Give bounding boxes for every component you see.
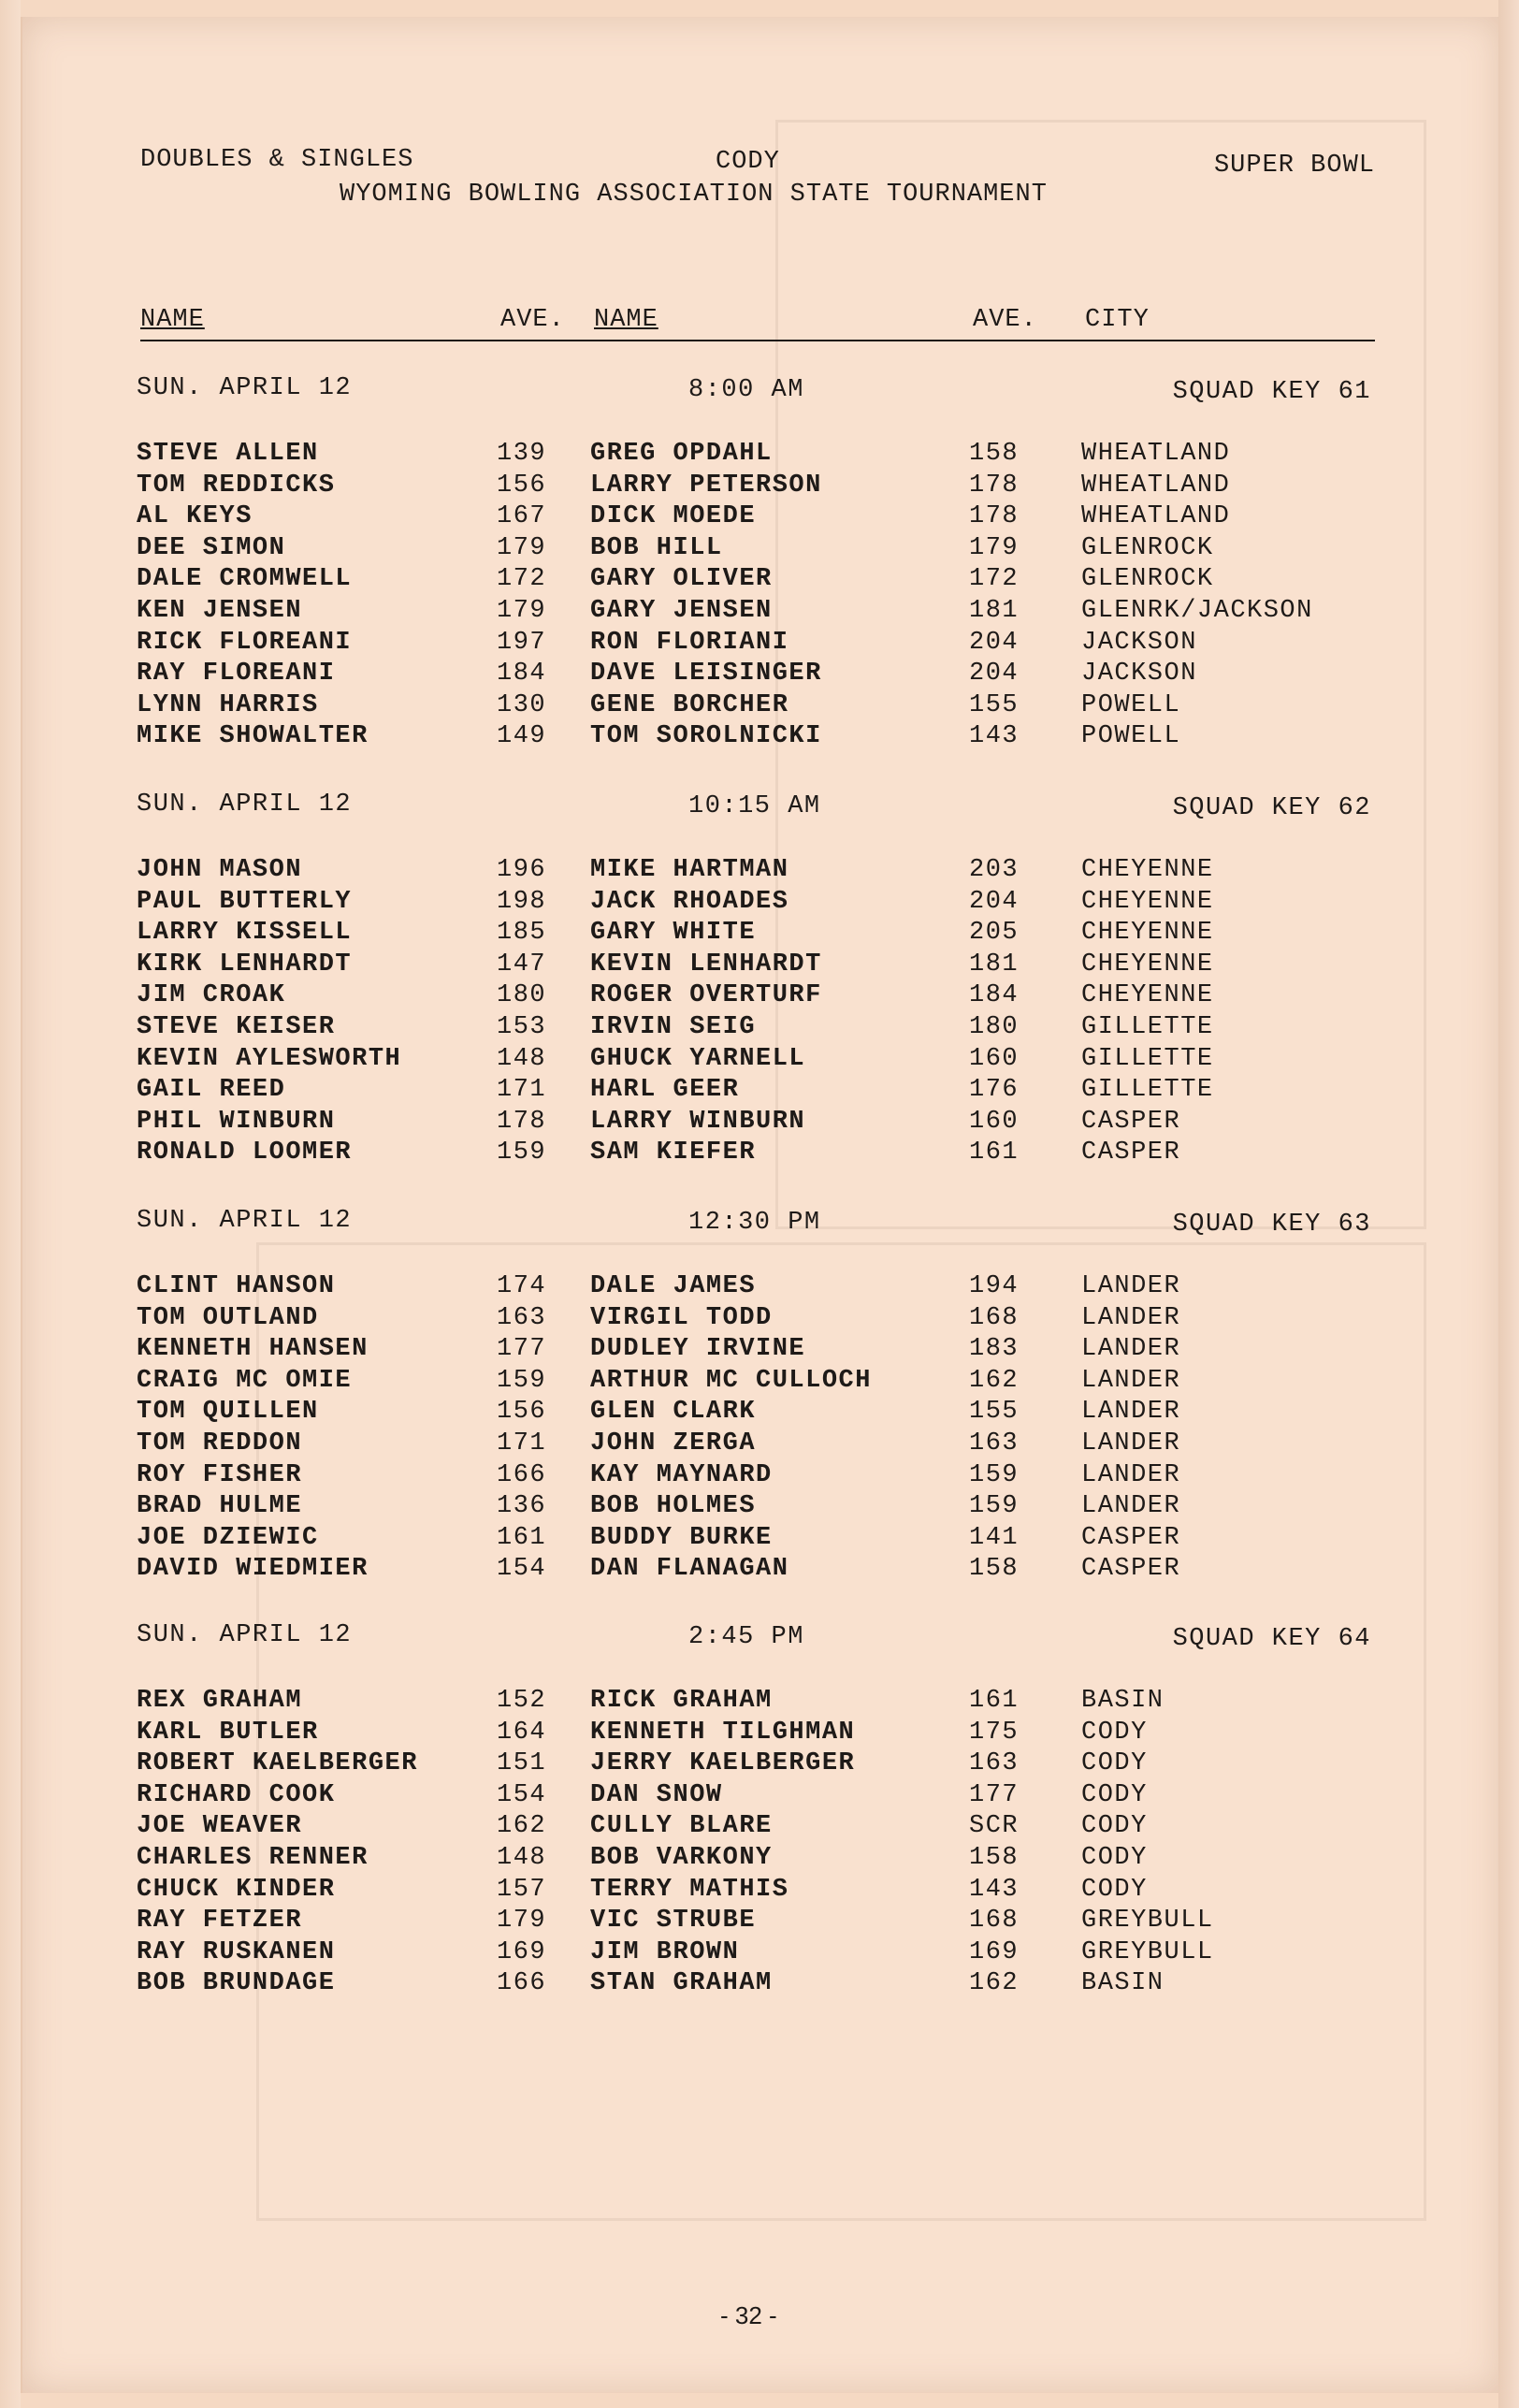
bowler-average-2: 160 [969, 1107, 1020, 1136]
bowler-average-1: 172 [497, 565, 547, 594]
table-row [137, 919, 1371, 950]
bowler-name-2: GLEN CLARK [590, 1398, 757, 1427]
bowler-name-1: ROBERT KAELBERGER [137, 1749, 418, 1778]
bowler-city: GREYBULL [1081, 1937, 1214, 1966]
document-page [21, 17, 1500, 2393]
bowler-name-2: CULLY BLARE [590, 1812, 773, 1841]
bowler-city: CHEYENNE [1081, 981, 1214, 1010]
bowler-name-1: CHARLES RENNER [137, 1843, 369, 1872]
bowler-city: GILLETTE [1081, 1012, 1214, 1041]
table-row [137, 1524, 1371, 1556]
bowler-name-1: REX GRAHAM [137, 1687, 303, 1715]
squad-rows [137, 440, 1371, 754]
bowler-average-1: 171 [497, 1429, 547, 1458]
table-row [137, 1719, 1371, 1750]
squad-time: 10:15 AM [688, 792, 821, 820]
table-row [137, 1108, 1371, 1139]
bowler-average-2: 160 [969, 1044, 1020, 1073]
bowler-average-2: 181 [969, 596, 1020, 625]
bowler-name-1: ROY FISHER [137, 1460, 303, 1489]
document-header [140, 140, 1375, 215]
bowler-name-2: SAM KIEFER [590, 1139, 757, 1168]
bowler-average-2: 178 [969, 471, 1020, 500]
header-venue: SUPER BOWL [1213, 152, 1375, 180]
bowler-average-1: 148 [497, 1843, 547, 1872]
squad-section [137, 1207, 1371, 1584]
bowler-name-2: GHUCK YARNELL [590, 1044, 806, 1073]
bowler-average-1: 196 [497, 856, 547, 884]
table-row [137, 1367, 1371, 1399]
bowler-name-2: BOB HOLMES [590, 1492, 757, 1521]
bowler-name-2: TOM SOROLNICKI [590, 722, 822, 751]
table-row [137, 502, 1371, 534]
bowler-average-1: 185 [497, 919, 547, 948]
bowler-average-1: 180 [497, 981, 547, 1010]
squad-header [137, 1207, 1371, 1240]
bowler-name-1: PAUL BUTTERLY [137, 887, 353, 916]
col-name-1: NAME [140, 306, 205, 334]
bowler-name-1: KEN JENSEN [137, 596, 303, 625]
bowler-name-2: VIRGIL TODD [590, 1303, 773, 1332]
table-row [137, 1749, 1371, 1781]
table-row [137, 1076, 1371, 1108]
bowler-average-2: 159 [969, 1492, 1020, 1521]
bowler-average-2: 183 [969, 1335, 1020, 1364]
bowler-average-1: 147 [497, 950, 547, 979]
table-row [137, 1969, 1371, 2001]
bowler-name-1: DEE SIMON [137, 533, 286, 562]
table-row [137, 1907, 1371, 1938]
bowler-average-2: 159 [969, 1460, 1020, 1489]
bowler-city: CHEYENNE [1081, 856, 1214, 884]
bowler-name-2: DAN SNOW [590, 1780, 723, 1809]
bowler-city: GLENROCK [1081, 565, 1214, 594]
bowler-name-2: GARY JENSEN [590, 596, 773, 625]
bowler-average-1: 179 [497, 596, 547, 625]
bowler-average-1: 179 [497, 533, 547, 562]
bowler-average-2: 158 [969, 440, 1020, 468]
bowler-name-2: ARTHUR MC CULLOCH [590, 1366, 872, 1395]
bowler-name-1: RONALD LOOMER [137, 1139, 353, 1168]
bowler-average-1: 198 [497, 887, 547, 916]
bowler-city: CHEYENNE [1081, 950, 1214, 979]
bowler-name-2: GREG OPDAHL [590, 440, 773, 468]
table-row [137, 1398, 1371, 1429]
bowler-name-1: LARRY KISSELL [137, 919, 353, 948]
bowler-average-2: 175 [969, 1718, 1020, 1747]
header-title: WYOMING BOWLING ASSOCIATION STATE TOURNAMENT [340, 181, 1048, 209]
bowler-average-1: 136 [497, 1492, 547, 1521]
table-row [137, 1139, 1371, 1170]
bowler-name-2: DUDLEY IRVINE [590, 1335, 806, 1364]
bowler-average-1: 163 [497, 1303, 547, 1332]
bowler-city: GLENROCK [1081, 533, 1214, 562]
bowler-name-1: JIM CROAK [137, 981, 286, 1010]
bowler-average-2: 177 [969, 1780, 1020, 1809]
bowler-average-2: 172 [969, 565, 1020, 594]
bowler-name-1: CHUCK KINDER [137, 1875, 336, 1904]
table-row [137, 981, 1371, 1013]
bowler-name-1: TOM QUILLEN [137, 1398, 319, 1427]
bowler-name-1: TOM OUTLAND [137, 1303, 319, 1332]
bowler-average-2: 155 [969, 1398, 1020, 1427]
bowler-city: LANDER [1081, 1272, 1181, 1300]
squad-header [137, 374, 1371, 408]
squad-time: 12:30 PM [688, 1209, 821, 1237]
bowler-average-1: 169 [497, 1937, 547, 1966]
bowler-name-1: DAVID WIEDMIER [137, 1555, 369, 1584]
bowler-name-2: BOB HILL [590, 533, 723, 562]
bowler-name-1: LYNN HARRIS [137, 690, 319, 719]
col-ave-1: AVE. [500, 306, 565, 334]
bowler-average-1: 197 [497, 628, 547, 657]
bowler-average-2: 194 [969, 1272, 1020, 1300]
bowler-name-1: CRAIG MC OMIE [137, 1366, 353, 1395]
table-row [137, 1555, 1371, 1587]
squad-day: SUN. APRIL 12 [137, 791, 353, 819]
table-row [137, 1045, 1371, 1077]
bowler-average-2: 179 [969, 533, 1020, 562]
bowler-average-1: 154 [497, 1555, 547, 1584]
table-row [137, 1781, 1371, 1813]
bowler-name-1: GAIL REED [137, 1076, 286, 1105]
bowler-name-2: TERRY MATHIS [590, 1875, 789, 1904]
table-row [137, 1876, 1371, 1908]
bowler-average-1: 179 [497, 1907, 547, 1936]
bowler-city: CASPER [1081, 1139, 1181, 1168]
table-row [137, 1335, 1371, 1367]
squad-key: SQUAD KEY 61 [1172, 378, 1371, 406]
bowler-city: GILLETTE [1081, 1076, 1214, 1105]
bowler-average-1: 156 [497, 471, 547, 500]
bowler-name-1: BRAD HULME [137, 1492, 303, 1521]
squad-day: SUN. APRIL 12 [137, 1621, 353, 1649]
bowler-average-1: 130 [497, 690, 547, 719]
bowler-average-1: 153 [497, 1012, 547, 1041]
bowler-name-1: KARL BUTLER [137, 1718, 319, 1747]
bowler-name-2: IRVIN SEIG [590, 1012, 757, 1041]
bowler-name-2: HARL GEER [590, 1076, 740, 1105]
bowler-average-2: 204 [969, 660, 1020, 689]
squad-rows [137, 856, 1371, 1170]
bowler-average-2: 205 [969, 919, 1020, 948]
col-name-2: NAME [594, 306, 658, 334]
bowler-name-1: STEVE KEISER [137, 1012, 336, 1041]
bowler-average-2: 161 [969, 1139, 1020, 1168]
table-row [137, 440, 1371, 471]
bowler-average-1: 164 [497, 1718, 547, 1747]
table-row [137, 565, 1371, 597]
bowler-average-2: 204 [969, 628, 1020, 657]
col-city: CITY [1085, 306, 1150, 334]
bowler-city: WHEATLAND [1081, 440, 1231, 468]
bowler-name-2: KENNETH TILGHMAN [590, 1718, 856, 1747]
bowler-name-1: KIRK LENHARDT [137, 950, 353, 979]
bowler-name-1: MIKE SHOWALTER [137, 722, 369, 751]
table-row [137, 1492, 1371, 1524]
bowler-name-1: RICK FLOREANI [137, 628, 353, 657]
bowler-city: CODY [1081, 1749, 1148, 1778]
bowler-city: JACKSON [1081, 660, 1197, 689]
bowler-name-1: AL KEYS [137, 502, 253, 531]
bowler-city: GILLETTE [1081, 1044, 1214, 1073]
bowler-name-1: BOB BRUNDAGE [137, 1969, 336, 1998]
bowler-city: CASPER [1081, 1523, 1181, 1552]
bowler-city: CODY [1081, 1875, 1148, 1904]
page-edge-right [1498, 0, 1519, 2408]
bowler-name-2: LARRY WINBURN [590, 1107, 806, 1136]
bowler-name-2: RON FLORIANI [590, 628, 789, 657]
squad-key: SQUAD KEY 62 [1172, 794, 1371, 822]
bowler-city: POWELL [1081, 722, 1181, 751]
bowler-average-2: 204 [969, 887, 1020, 916]
bowler-average-1: 151 [497, 1749, 547, 1778]
bowler-average-1: 166 [497, 1460, 547, 1489]
table-row [137, 597, 1371, 629]
table-row [137, 856, 1371, 888]
bowler-city: LANDER [1081, 1335, 1181, 1364]
table-row [137, 888, 1371, 920]
bowler-average-1: 167 [497, 502, 547, 531]
squad-day: SUN. APRIL 12 [137, 1207, 353, 1235]
squad-key: SQUAD KEY 63 [1172, 1211, 1371, 1239]
bowler-name-2: JACK RHOADES [590, 887, 789, 916]
bowler-name-2: JIM BROWN [590, 1937, 740, 1966]
bowler-city: WHEATLAND [1081, 471, 1231, 500]
header-location: CODY [716, 148, 780, 176]
bowler-name-2: DALE JAMES [590, 1272, 757, 1300]
bowler-average-2: 163 [969, 1749, 1020, 1778]
bowler-average-2: 178 [969, 502, 1020, 531]
squad-day: SUN. APRIL 12 [137, 374, 353, 402]
bowler-name-1: STEVE ALLEN [137, 440, 319, 468]
bowler-name-1: DALE CROMWELL [137, 565, 353, 594]
bowler-name-2: DICK MOEDE [590, 502, 757, 531]
table-row [137, 1687, 1371, 1719]
bowler-average-2: 155 [969, 690, 1020, 719]
squad-time: 2:45 PM [688, 1623, 804, 1651]
bowler-name-2: JOHN ZERGA [590, 1429, 757, 1458]
bowler-city: CHEYENNE [1081, 887, 1214, 916]
bowler-city: CHEYENNE [1081, 919, 1214, 948]
bowler-average-1: 149 [497, 722, 547, 751]
bowler-name-2: GARY WHITE [590, 919, 757, 948]
bowler-name-2: GARY OLIVER [590, 565, 773, 594]
bowler-average-2: 180 [969, 1012, 1020, 1041]
bowler-name-1: PHIL WINBURN [137, 1107, 336, 1136]
bowler-average-2: 168 [969, 1907, 1020, 1936]
header-event: DOUBLES & SINGLES [140, 146, 414, 174]
squad-rows [137, 1687, 1371, 2001]
bowler-name-2: STAN GRAHAM [590, 1969, 773, 1998]
bowler-name-2: VIC STRUBE [590, 1907, 757, 1936]
squad-header [137, 791, 1371, 824]
bowler-average-1: 159 [497, 1366, 547, 1395]
bowler-average-2: 181 [969, 950, 1020, 979]
bowler-name-2: DAVE LEISINGER [590, 660, 822, 689]
bowler-average-1: 139 [497, 440, 547, 468]
bowler-name-2: DAN FLANAGAN [590, 1555, 789, 1584]
squad-header [137, 1621, 1371, 1655]
bowler-average-1: 174 [497, 1272, 547, 1300]
bowler-average-1: 161 [497, 1523, 547, 1552]
bowler-name-1: RICHARD COOK [137, 1780, 336, 1809]
squad-section [137, 791, 1371, 1168]
bowler-city: WHEATLAND [1081, 502, 1231, 531]
table-row [137, 534, 1371, 566]
bowler-name-2: ROGER OVERTURF [590, 981, 822, 1010]
bowler-name-2: BUDDY BURKE [590, 1523, 773, 1552]
bowler-city: LANDER [1081, 1303, 1181, 1332]
table-row [137, 950, 1371, 982]
bowler-city: BASIN [1081, 1969, 1165, 1998]
bowler-city: LANDER [1081, 1398, 1181, 1427]
bowler-average-1: 184 [497, 660, 547, 689]
bowler-average-1: 178 [497, 1107, 547, 1136]
bowler-city: CASPER [1081, 1107, 1181, 1136]
bowler-city: CODY [1081, 1780, 1148, 1809]
squad-time: 8:00 AM [688, 376, 804, 404]
squad-rows [137, 1272, 1371, 1587]
bowler-average-1: 157 [497, 1875, 547, 1904]
bowler-average-2: 158 [969, 1843, 1020, 1872]
table-row [137, 722, 1371, 754]
table-row [137, 660, 1371, 691]
table-row [137, 1304, 1371, 1336]
squad-key: SQUAD KEY 64 [1172, 1625, 1371, 1653]
bowler-name-1: RAY RUSKANEN [137, 1937, 336, 1966]
bowler-city: LANDER [1081, 1366, 1181, 1395]
col-ave-2: AVE. [973, 306, 1037, 334]
bowler-name-1: RAY FETZER [137, 1907, 303, 1936]
bowler-average-1: 154 [497, 1780, 547, 1809]
table-row [137, 691, 1371, 723]
bowler-name-2: KAY MAYNARD [590, 1460, 773, 1489]
page-edge-left [0, 0, 21, 2408]
bowler-average-1: 177 [497, 1335, 547, 1364]
bowler-average-2: 203 [969, 856, 1020, 884]
bowler-name-1: RAY FLOREANI [137, 660, 336, 689]
bowler-city: CASPER [1081, 1555, 1181, 1584]
bowler-name-2: BOB VARKONY [590, 1843, 773, 1872]
bowler-city: LANDER [1081, 1460, 1181, 1489]
bowler-name-2: RICK GRAHAM [590, 1687, 773, 1715]
bowler-name-2: MIKE HARTMAN [590, 856, 789, 884]
bowler-average-2: 184 [969, 981, 1020, 1010]
bowler-city: CODY [1081, 1718, 1148, 1747]
bowler-name-2: KEVIN LENHARDT [590, 950, 822, 979]
bowler-average-2: 143 [969, 722, 1020, 751]
bowler-average-2: 143 [969, 1875, 1020, 1904]
bowler-average-1: 166 [497, 1969, 547, 1998]
bowler-average-2: 158 [969, 1555, 1020, 1584]
bowler-name-1: JOE WEAVER [137, 1812, 303, 1841]
bowler-average-2: 176 [969, 1076, 1020, 1105]
table-row [137, 1013, 1371, 1045]
bowler-name-2: JERRY KAELBERGER [590, 1749, 856, 1778]
bowler-name-1: JOHN MASON [137, 856, 303, 884]
bowler-average-1: 159 [497, 1139, 547, 1168]
bowler-city: GLENRK/JACKSON [1081, 596, 1313, 625]
bowler-average-2: SCR [969, 1812, 1020, 1841]
bowler-city: CODY [1081, 1843, 1148, 1872]
table-row [137, 629, 1371, 660]
bowler-name-2: GENE BORCHER [590, 690, 789, 719]
bowler-average-2: 161 [969, 1687, 1020, 1715]
bowler-city: POWELL [1081, 690, 1181, 719]
bowler-average-1: 152 [497, 1687, 547, 1715]
column-headers [140, 302, 1375, 341]
bowler-city: CODY [1081, 1812, 1148, 1841]
bowler-city: LANDER [1081, 1429, 1181, 1458]
bowler-average-2: 162 [969, 1969, 1020, 1998]
table-row [137, 1938, 1371, 1970]
bowler-average-2: 162 [969, 1366, 1020, 1395]
bowler-name-2: LARRY PETERSON [590, 471, 822, 500]
bowler-average-1: 171 [497, 1076, 547, 1105]
table-row [137, 1461, 1371, 1493]
bowler-average-2: 168 [969, 1303, 1020, 1332]
bowler-name-1: KEVIN AYLESWORTH [137, 1044, 402, 1073]
bowler-name-1: TOM REDDICKS [137, 471, 336, 500]
bowler-average-1: 148 [497, 1044, 547, 1073]
bowler-average-2: 169 [969, 1937, 1020, 1966]
table-row [137, 471, 1371, 503]
table-row [137, 1429, 1371, 1461]
squad-section [137, 1621, 1371, 1998]
bowler-average-2: 163 [969, 1429, 1020, 1458]
bowler-name-1: KENNETH HANSEN [137, 1335, 369, 1364]
table-row [137, 1272, 1371, 1304]
squad-section [137, 374, 1371, 751]
bowler-city: LANDER [1081, 1492, 1181, 1521]
bowler-average-1: 156 [497, 1398, 547, 1427]
bowler-city: GREYBULL [1081, 1907, 1214, 1936]
bowler-city: JACKSON [1081, 628, 1197, 657]
bowler-name-1: TOM REDDON [137, 1429, 303, 1458]
bowler-name-1: CLINT HANSON [137, 1272, 336, 1300]
bowler-name-1: JOE DZIEWIC [137, 1523, 319, 1552]
table-row [137, 1812, 1371, 1844]
bowler-average-2: 141 [969, 1523, 1020, 1552]
page-number: - 32 - [720, 2301, 777, 2329]
bowler-city: BASIN [1081, 1687, 1165, 1715]
table-row [137, 1844, 1371, 1876]
bowler-average-1: 162 [497, 1812, 547, 1841]
